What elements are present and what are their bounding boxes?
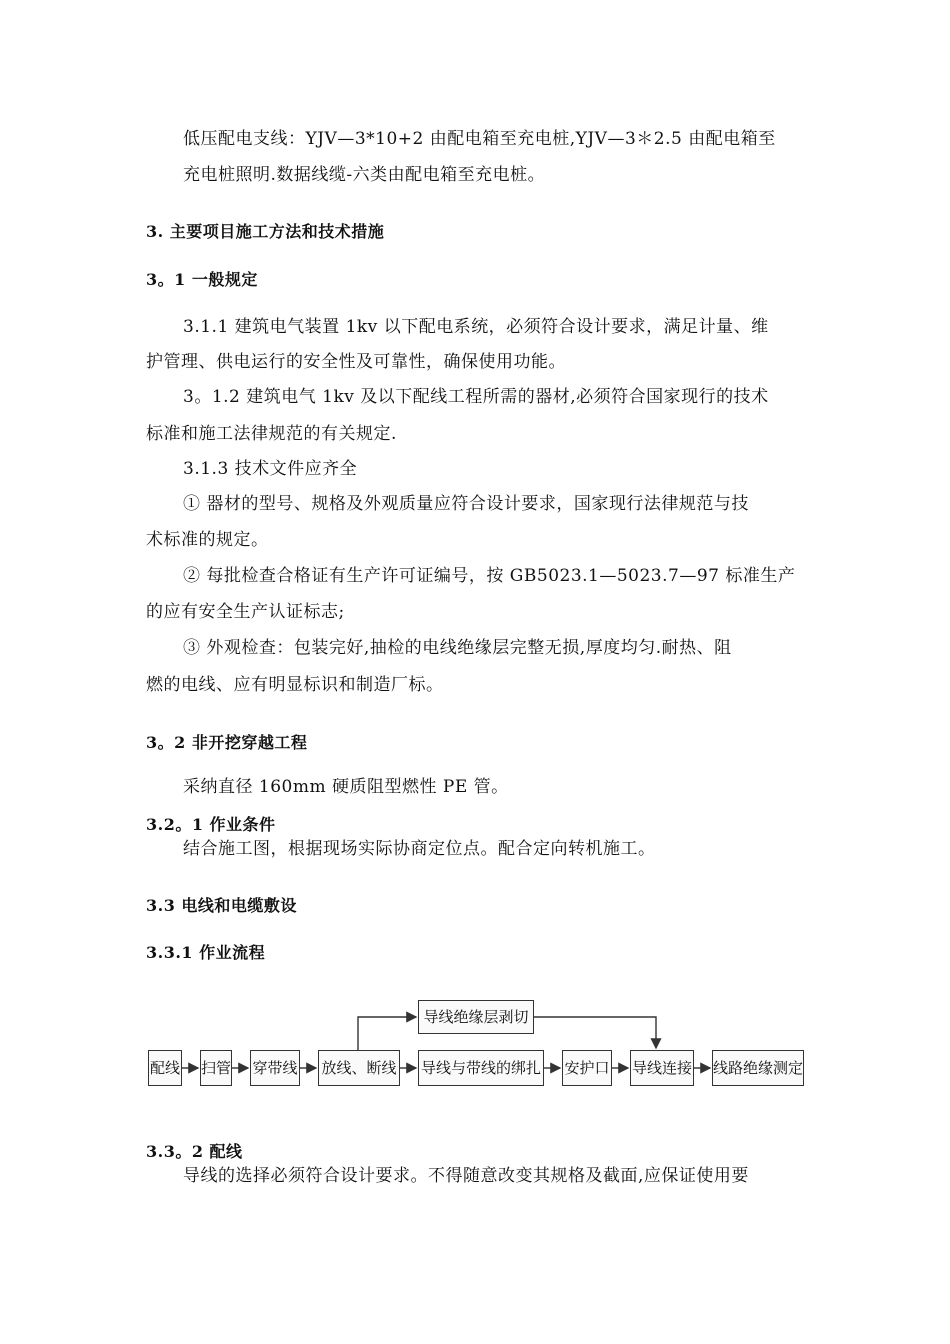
flow-step: 线路绝缘测定 (712, 1050, 804, 1086)
flow-step: 安护口 (562, 1050, 612, 1086)
paragraph-line: 3.1.3 技术文件应齐全 (183, 459, 358, 479)
flow-step: 导线连接 (630, 1050, 694, 1086)
list-item: 燃的电线、应有明显标识和制造厂标。 (146, 675, 444, 695)
section-heading: 3.3.1 作业流程 (146, 943, 266, 962)
paragraph-line: 低压配电支线：YJV—3*10+2 由配电箱至充电桩,YJV—3＊2.5 由配电箱至 (183, 129, 776, 149)
paragraph-line: 结合施工图，根据现场实际协商定位点。配合定向转机施工。 (183, 839, 656, 859)
section-heading: 3。1 一般规定 (146, 270, 258, 289)
section-heading: 3.2。1 作业条件 (146, 815, 276, 834)
workflow-diagram (148, 990, 818, 1110)
paragraph-line: 3。1.2 建筑电气 1kv 及以下配线工程所需的器材,必须符合国家现行的技术 (183, 387, 769, 407)
section-heading: 3.3。2 配线 (146, 1142, 243, 1161)
list-item: ① 器材的型号、规格及外观质量应符合设计要求，国家现行法律规范与技 (183, 494, 749, 514)
paragraph-line: 3.1.1 建筑电气装置 1kv 以下配电系统，必须符合设计要求，满足计量、维 (183, 317, 769, 337)
flow-step-strip-insulation: 导线绝缘层剥切 (418, 1000, 534, 1034)
paragraph-line: 导线的选择必须符合设计要求。不得随意改变其规格及截面,应保证使用要 (183, 1166, 749, 1186)
flow-step: 扫管 (200, 1050, 232, 1086)
section-heading: 3. 主要项目施工方法和技术措施 (146, 222, 385, 241)
flow-step: 穿带线 (250, 1050, 300, 1086)
flow-step: 配线 (148, 1050, 182, 1086)
paragraph-line: 采纳直径 160mm 硬质阻型燃性 PE 管。 (183, 777, 509, 797)
paragraph-line: 标准和施工法律规范的有关规定. (146, 424, 397, 444)
paragraph-line: 护管理、供电运行的安全性及可靠性，确保使用功能。 (146, 352, 566, 372)
flow-step: 导线与带线的绑扎 (418, 1050, 544, 1086)
paragraph-line: 充电桩照明.数据线缆-六类由配电箱至充电桩。 (183, 165, 546, 185)
flow-step: 放线、断线 (318, 1050, 400, 1086)
list-item: ② 每批检查合格证有生产许可证编号，按 GB5023.1—5023.7—97 标准生产 (183, 566, 796, 586)
section-heading: 3.3 电线和电缆敷设 (146, 896, 297, 915)
list-item: ③ 外观检查：包装完好,抽检的电线绝缘层完整无损,厚度均匀.耐热、阻 (183, 638, 732, 658)
section-heading: 3。2 非开挖穿越工程 (146, 733, 308, 752)
list-item: 的应有安全生产认证标志; (146, 602, 345, 622)
list-item: 术标准的规定。 (146, 530, 269, 550)
